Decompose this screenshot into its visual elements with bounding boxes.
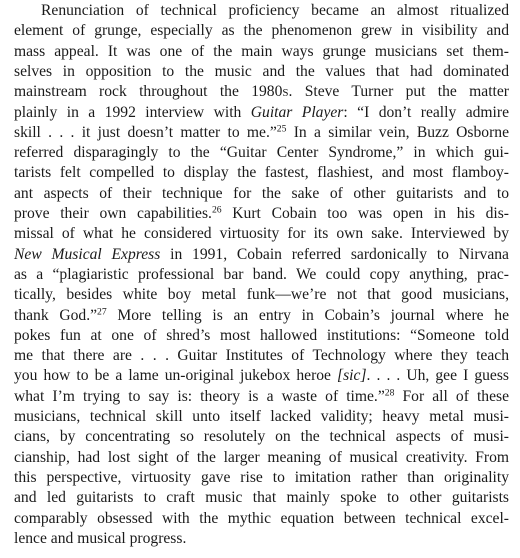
text-line: plainly in a 1992 interview with Guitar Player: “I don’t really admire [14, 103, 509, 121]
text-line: cianship, had lost sight of the larger meaning of musical creativity. From [14, 448, 509, 466]
text-line: what I’m trying to say is: theory is a waste of time.”$^{28}$ For all of these [14, 387, 510, 405]
text-line: skill . . . it just doesn’t matter to me.”$^{25}$ In a similar vein, Buzz Osborne [14, 123, 509, 141]
text-line: element of grunge, especially as the phenomenon grew in visibility and [14, 22, 509, 40]
text-line: prove their own capabilities.$^{26}$ Kurt Cobain too was open in his dis- [14, 204, 509, 222]
text-line: Renunciation of technical proficiency became an almost ritualized [41, 2, 509, 19]
text-line: comparably obsessed with the mythic equation between technical excel- [14, 509, 509, 527]
text-line: pokes fun at one of shred’s most hallowed institutions: “Someone told [14, 326, 509, 344]
text-line: New Musical Express in 1991, Cobain referred sardonically to Nirvana [14, 245, 509, 263]
text-line: lence and musical progress. [14, 529, 187, 547]
text-line: musicians, technical skill unto itself lacked validity; heavy metal musi- [14, 408, 509, 425]
text-line: thank God.”$^{27}$ More telling is an entry in Cobain’s journal where he [14, 306, 510, 324]
text-line: as a “plagiaristic professional bar band. We could copy anything, prac- [14, 265, 509, 283]
text-line: you how to be a lame un-original jukebox heroe [sic]. . . . Uh, gee I guess [14, 367, 509, 385]
text-line: me that there are . . . Guitar Institutes of Technology where they teach [14, 347, 509, 365]
text-line: referred disparagingly to the “Guitar Center Syndrome,” in which gui- [14, 144, 509, 162]
text-line: ant aspects of their technique for the sake of other guitarists and to [14, 184, 509, 202]
text-line: tically, besides white boy metal funk—we’re not that good musicians, [14, 286, 509, 304]
text-line: tarists felt compelled to display the fastest, flashiest, and most flamboy- [14, 164, 509, 182]
text-line: mainstream rock throughout the 1980s. Steve Turner put the matter [14, 83, 509, 101]
text-line: missal of what he considered virtuosity for its own sake. Interviewed by [14, 225, 509, 243]
text-line: and led guitarists to craft music that mainly spoke to other guitarists [14, 489, 509, 507]
text-line: cians, by concentrating so resolutely on the technical aspects of musi- [14, 428, 509, 446]
text-line: mass appeal. It was one of the main ways grunge musicians set them- [14, 42, 509, 60]
text-line: selves in opposition to the music and the values that had dominated [14, 62, 509, 80]
text-line: this perspective, virtuosity gave rise to imitation rather than originality [14, 468, 509, 486]
